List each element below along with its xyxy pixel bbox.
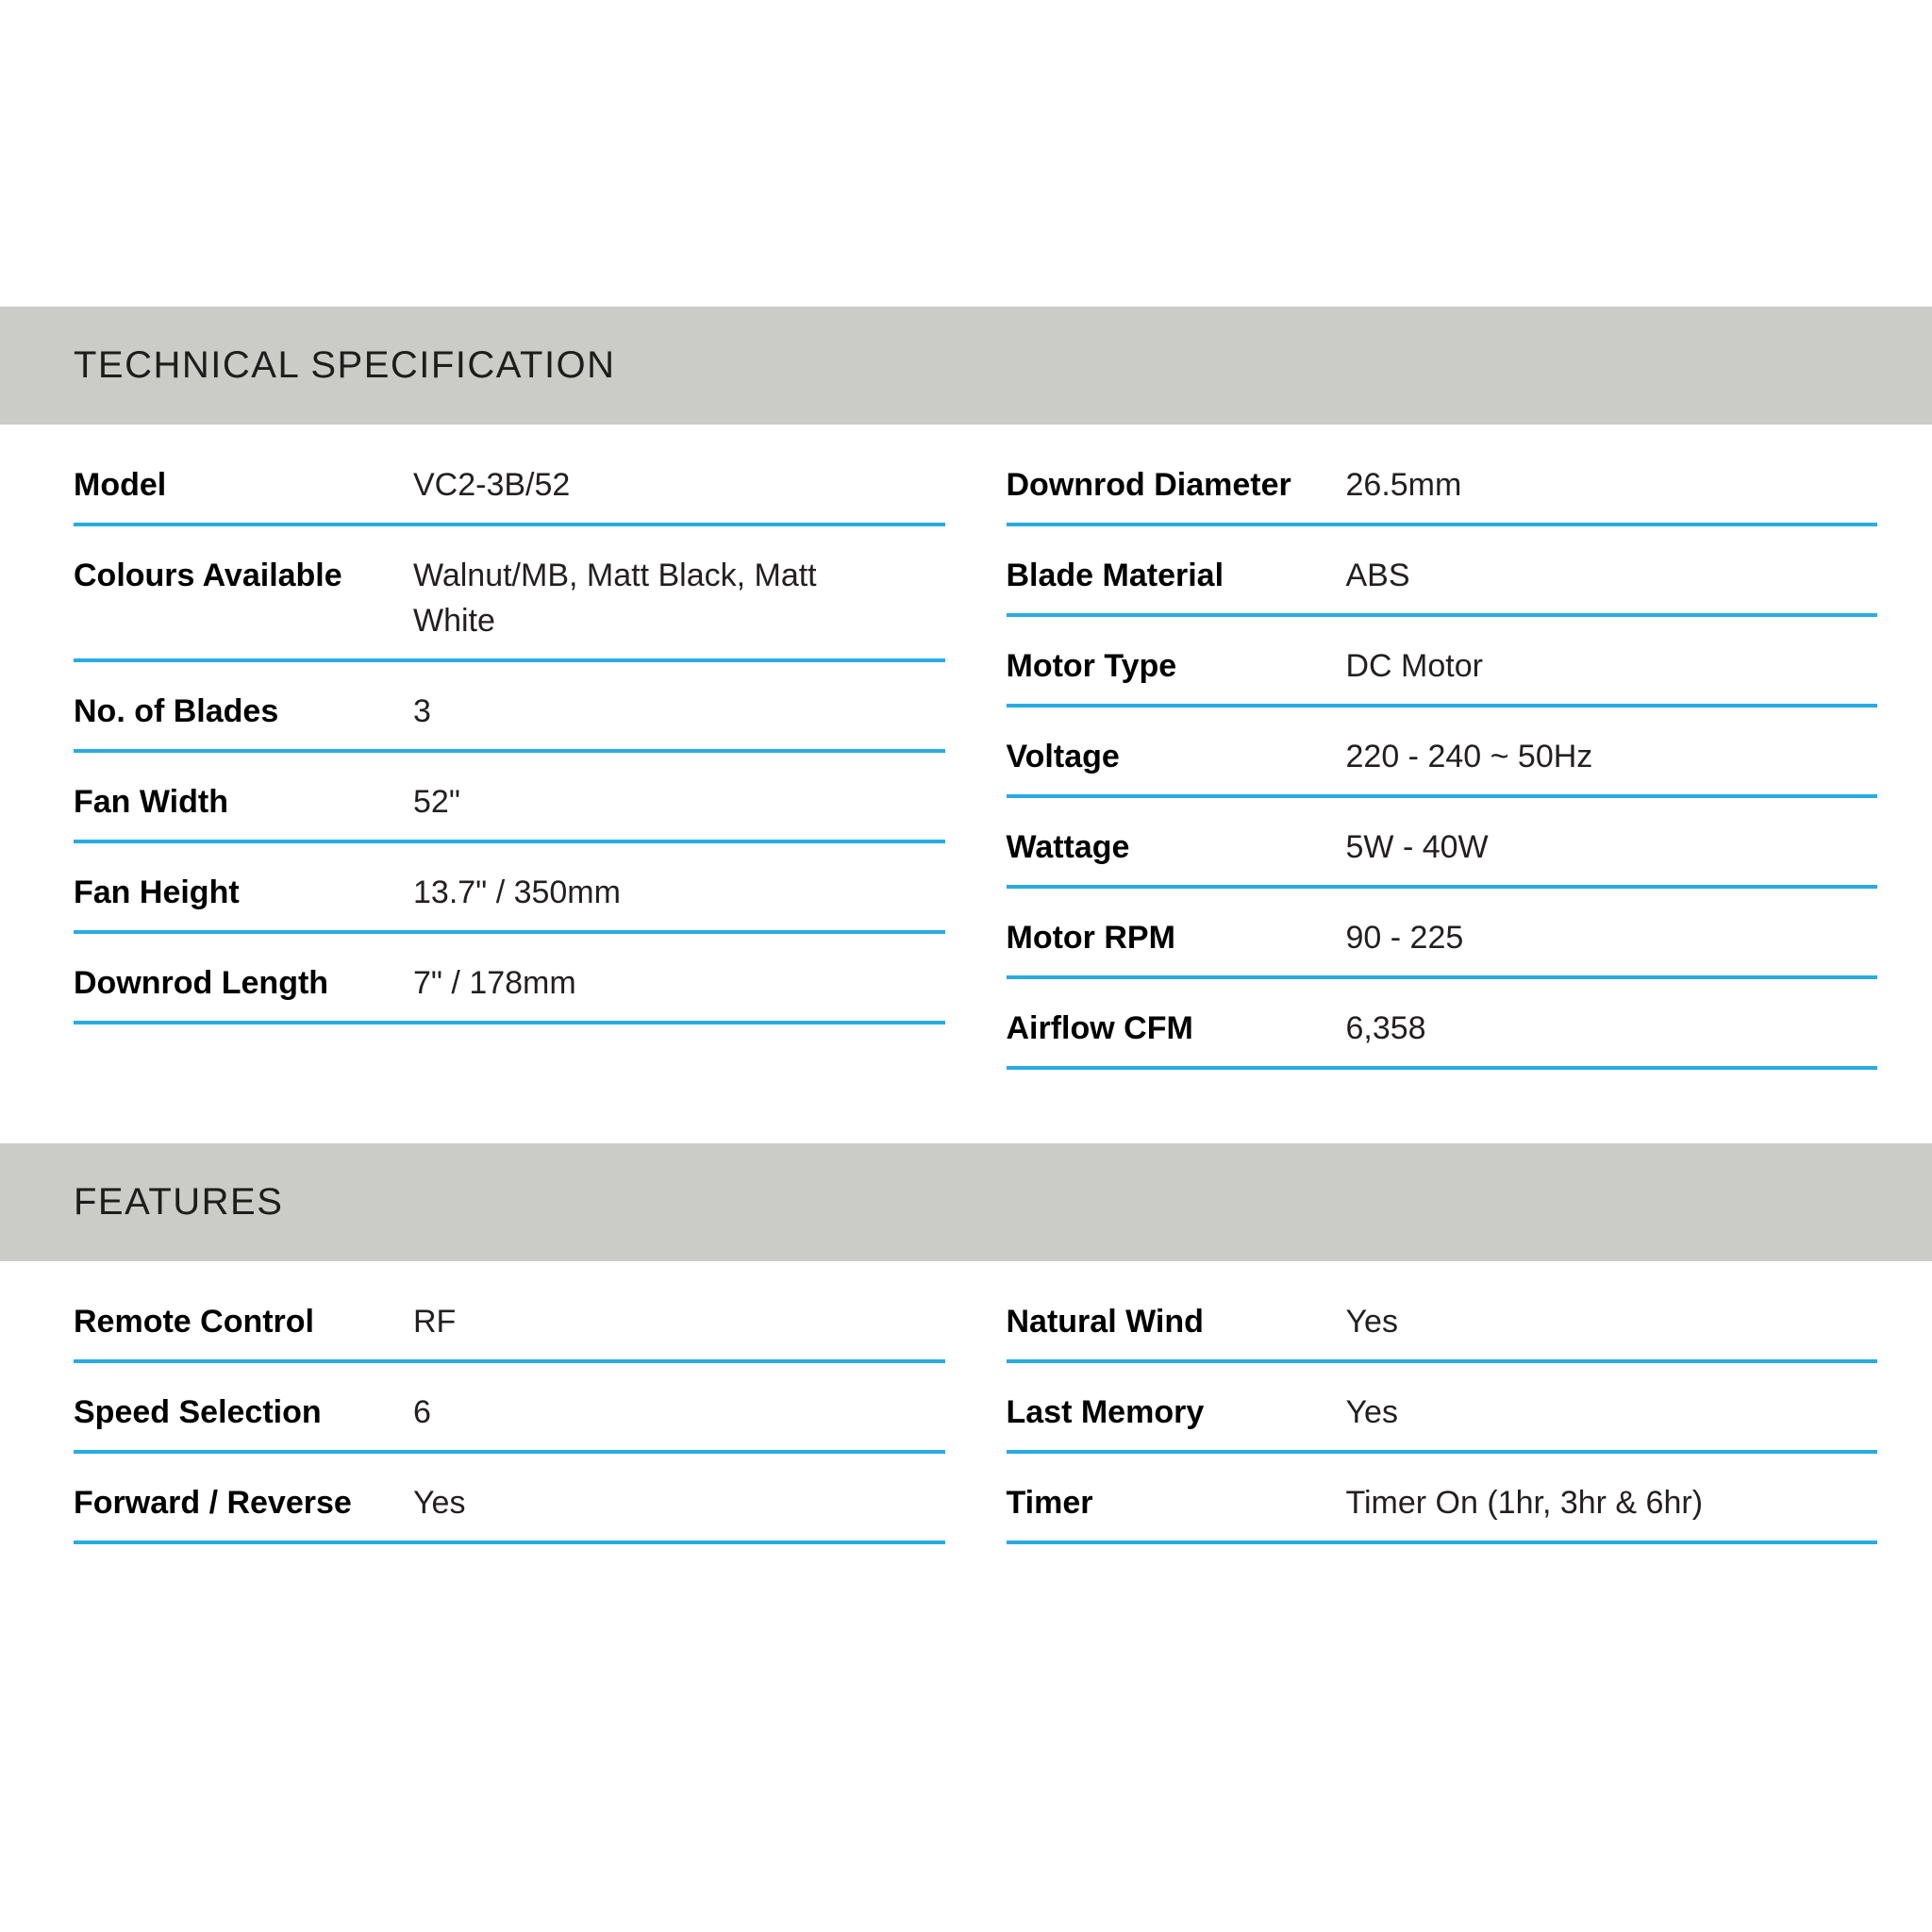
spec-label: Last Memory <box>1006 1394 1205 1430</box>
spec-label: Model <box>74 467 167 503</box>
spec-row-downrod-length <box>74 934 945 1024</box>
spec-row-timer <box>1007 1454 1878 1544</box>
features-column-left <box>74 1273 945 1544</box>
spec-columns <box>74 436 1877 1070</box>
spec-value: Walnut/MB, Matt Black, Matt White <box>413 558 817 639</box>
section-title: FEATURES <box>74 1181 284 1223</box>
spec-row-forward-reverse <box>74 1454 945 1544</box>
spec-row-wattage <box>1007 798 1878 889</box>
section-bar-features <box>0 1143 1932 1261</box>
spec-label: Remote Control <box>74 1304 314 1340</box>
spec-value: 220 - 240 ~ 50Hz <box>1345 739 1593 774</box>
spec-value: Yes <box>1345 1394 1398 1430</box>
spec-row-motor-rpm <box>1007 889 1878 979</box>
spec-row-speed-selection <box>74 1363 945 1454</box>
spec-value: 52" <box>413 784 460 820</box>
spec-value: 13.7" / 350mm <box>413 874 621 910</box>
spec-label: Wattage <box>1006 829 1130 865</box>
spec-row-fan-height <box>74 843 945 934</box>
spec-row-voltage <box>1007 708 1878 798</box>
spec-value: 6,358 <box>1345 1010 1426 1046</box>
spec-value: ABS <box>1345 558 1410 593</box>
spec-label: Fan Width <box>74 784 228 820</box>
spec-label: Downrod Diameter <box>1006 467 1291 503</box>
spec-value: Timer On (1hr, 3hr & 6hr) <box>1345 1485 1704 1521</box>
spec-row-downrod-diameter <box>1007 436 1878 526</box>
spec-row-blade-material <box>1007 526 1878 617</box>
features-column-right <box>1007 1273 1878 1544</box>
spec-row-natural-wind <box>1007 1273 1878 1363</box>
spec-label: Forward / Reverse <box>74 1485 352 1521</box>
spec-row-model <box>74 436 945 526</box>
spec-value: 7" / 178mm <box>413 965 576 1001</box>
spec-value: RF <box>413 1304 457 1340</box>
spec-column-left <box>74 436 945 1070</box>
spec-value: 26.5mm <box>1345 467 1462 503</box>
spec-row-colours-available <box>74 526 945 662</box>
spec-value: VC2-3B/52 <box>413 467 571 503</box>
spec-row-motor-type <box>1007 617 1878 708</box>
spec-label: Downrod Length <box>74 965 329 1001</box>
spec-row-airflow-cfm <box>1007 979 1878 1070</box>
spec-value: DC Motor <box>1345 648 1483 684</box>
spec-row-last-memory <box>1007 1363 1878 1454</box>
spec-label: Speed Selection <box>74 1394 322 1430</box>
spec-label: Timer <box>1006 1485 1093 1521</box>
spec-row-fan-width <box>74 753 945 843</box>
spec-value: 90 - 225 <box>1345 920 1464 956</box>
spec-label: No. of Blades <box>74 693 279 729</box>
spec-value: Yes <box>413 1485 466 1521</box>
spec-column-right <box>1007 436 1878 1070</box>
spec-value: 5W - 40W <box>1345 829 1489 865</box>
spec-label: Voltage <box>1006 739 1120 774</box>
spec-label: Airflow CFM <box>1006 1010 1193 1046</box>
features-columns <box>74 1273 1877 1544</box>
spec-label: Motor Type <box>1006 648 1177 684</box>
spec-label: Colours Available <box>74 558 342 593</box>
spec-label: Natural Wind <box>1006 1304 1204 1340</box>
spec-row-no-of-blades <box>74 662 945 753</box>
spec-value: 3 <box>413 693 431 729</box>
section-title: TECHNICAL SPECIFICATION <box>74 344 616 386</box>
spec-label: Fan Height <box>74 874 240 910</box>
spec-label: Blade Material <box>1006 558 1224 593</box>
spec-value: Yes <box>1345 1304 1398 1340</box>
spec-row-remote-control <box>74 1273 945 1363</box>
spec-value: 6 <box>413 1394 431 1430</box>
spec-label: Motor RPM <box>1006 920 1175 956</box>
section-bar-technical-specification <box>0 307 1932 425</box>
